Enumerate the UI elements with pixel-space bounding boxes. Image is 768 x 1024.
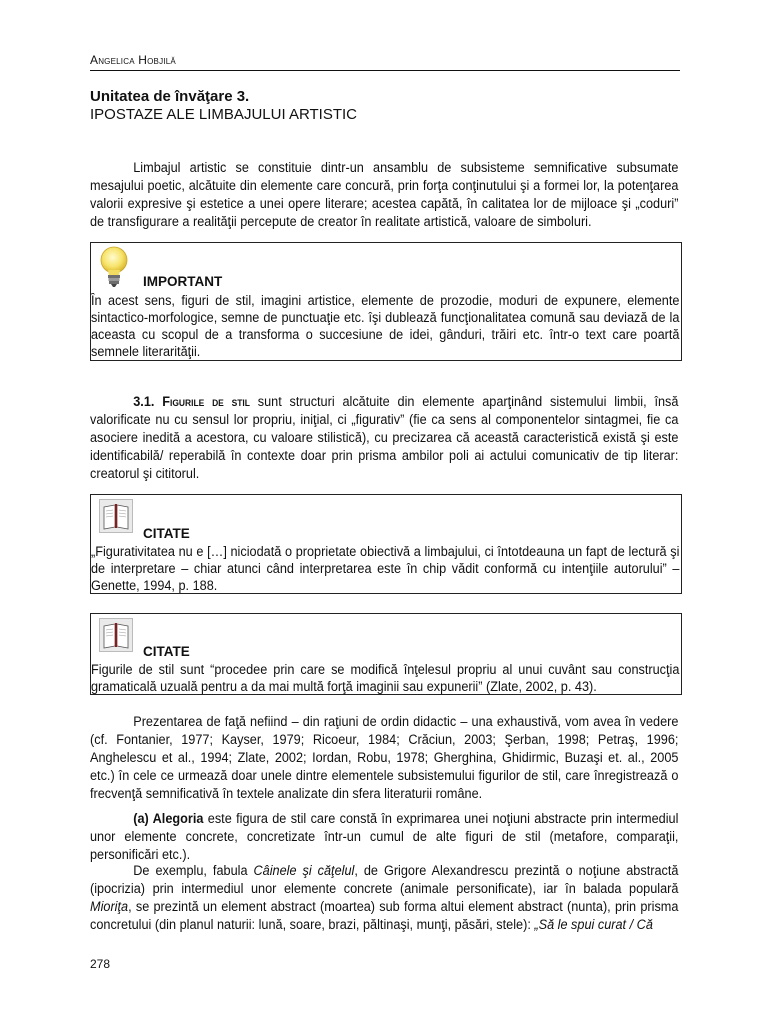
lightbulb-icon xyxy=(97,246,131,293)
allegory-text: este figura de stil care constă în exprimarea unei noţiuni abstracte prin intermediul unor elemente concrete, concretizate într-un cumul de alte figuri de stil (metafore, comparaţii, personificări etc.). xyxy=(90,811,679,862)
work-title-miorita: Mioriţa xyxy=(90,899,129,914)
quote-label-2: CITATE xyxy=(143,644,190,659)
running-header-author: Angelica Hobjilă xyxy=(90,53,176,67)
quote-box-1 xyxy=(90,494,682,594)
unit-title: Unitatea de învăţare 3. xyxy=(90,88,250,105)
intro-paragraph-text: Limbajul artistic se constituie dintr-un ansamblu de subsisteme semnificative subsumate mesajului poetic, alcătuite din elemente care concură, prin forţa conţinutului şi a formei lor, la potenţarea valorii expresive şi estetice a unei opere literare; acestea capătă, în calitatea lor de mijloace şi „coduri” de transfigurare a realităţii percepute de creator în realitate artistică, valoare de simboluri. xyxy=(90,160,679,229)
allegory-paragraph xyxy=(90,810,679,864)
book-icon xyxy=(99,499,133,538)
important-label: IMPORTANT xyxy=(143,274,223,289)
quote-text-1: „Figurativitatea nu e […] niciodată o proprietate obiectivă a limbajului, ci întotdeauna un fapt de lectură şi de interpretare – chiar atunci când interpretarea este în chip vădit conformă cu intenţiile autorului” – Genette, 1994, p. 188. xyxy=(91,544,680,593)
allegory-term: (a) Alegoria xyxy=(133,811,204,826)
work-title-caine: Câinele şi căţelul xyxy=(253,863,355,878)
example-paragraph: De exemplu, fabula Câinele şi căţelul, de Grigore Alexandrescu prezintă o noţiune abstractă (ipocrizia) prin intermediul unor elemente concrete (animale personificate), iar în balada populară Mioriţa, se prezintă un element abstract (moartea) sub forma altui element abstract (nunta), prin prisma concretului (din planul naturii: lună, soare, brazi, păltinaşi, munţi, păsări, stele): „Să le spui curat / Că xyxy=(90,863,679,932)
intro-paragraph xyxy=(90,159,679,231)
quote-label-1: CITATE xyxy=(143,526,190,541)
section-number: 3.1. xyxy=(133,394,155,409)
section-term: Figurile de stil xyxy=(162,394,250,409)
quote-box-2 xyxy=(90,613,682,695)
header-rule xyxy=(90,70,680,71)
page-number: 278 xyxy=(90,957,111,971)
book-icon xyxy=(99,618,133,657)
quote-text-2: Figurile de stil sunt “procedee prin care se modifică înţelesul propriu al unui cuvânt sau construcţia gramaticală uzuală pentru a da mai multă forţă imaginii sau expunerii” (Zlate, 2002, p. 43). xyxy=(91,662,680,694)
important-box xyxy=(90,242,682,361)
verse-quote: „Să le spui curat / Că xyxy=(534,917,653,932)
unit-subtitle: IPOSTAZE ALE LIMBAJULUI ARTISTIC xyxy=(90,106,358,123)
section-text: sunt structuri alcătuite din elemente aparţinând sistemului limbii, însă valorificate nu cu sensul lor propriu, iniţial, ci „figurativ” (fie ca sens al componentelor sintagmei, fie ca asociere inedită a acestora, cu valoare stilistică), cu precizarea că această caracteristică există şi este identificabilă/ reperabilă în contexte doar prin prisma ambilor poli ai actului comunicativ de tip literar: creatorul şi cititorul. xyxy=(90,394,679,481)
section-3-1-paragraph xyxy=(90,393,679,483)
presentation-paragraph: Prezentarea de faţă nefiind – din raţiuni de ordin didactic – una exhaustivă, vom avea în vedere (cf. Fontanier, 1977; Kayser, 1979; Ricoeur, 1984; Crăciun, 2003; Şerban, 1998; Petraş, 1996; Anghelescu et al., 1994; Zlate, 2002; Iordan, Robu, 1978; Gherghina, Ghidirmic, Buzaşi et. al., 2005 etc.) în cele ce urmează doar unele dintre elementele subsistemului figurilor de stil, care înregistrează o frecvenţă semnificativă în textele analizate din sfera literaturii române. xyxy=(90,714,679,801)
important-text: În acest sens, figuri de stil, imagini artistice, elemente de prozodie, moduri de expunere, elemente sintactico-morfologice, semne de punctuaţie etc. îşi dublează funcţionalitatea comună sau deviază de la aceasta cu scopul de a transforma o succesiune de idei, gânduri, trăiri etc. într-o text care poartă semnele literarităţii. xyxy=(91,293,680,359)
